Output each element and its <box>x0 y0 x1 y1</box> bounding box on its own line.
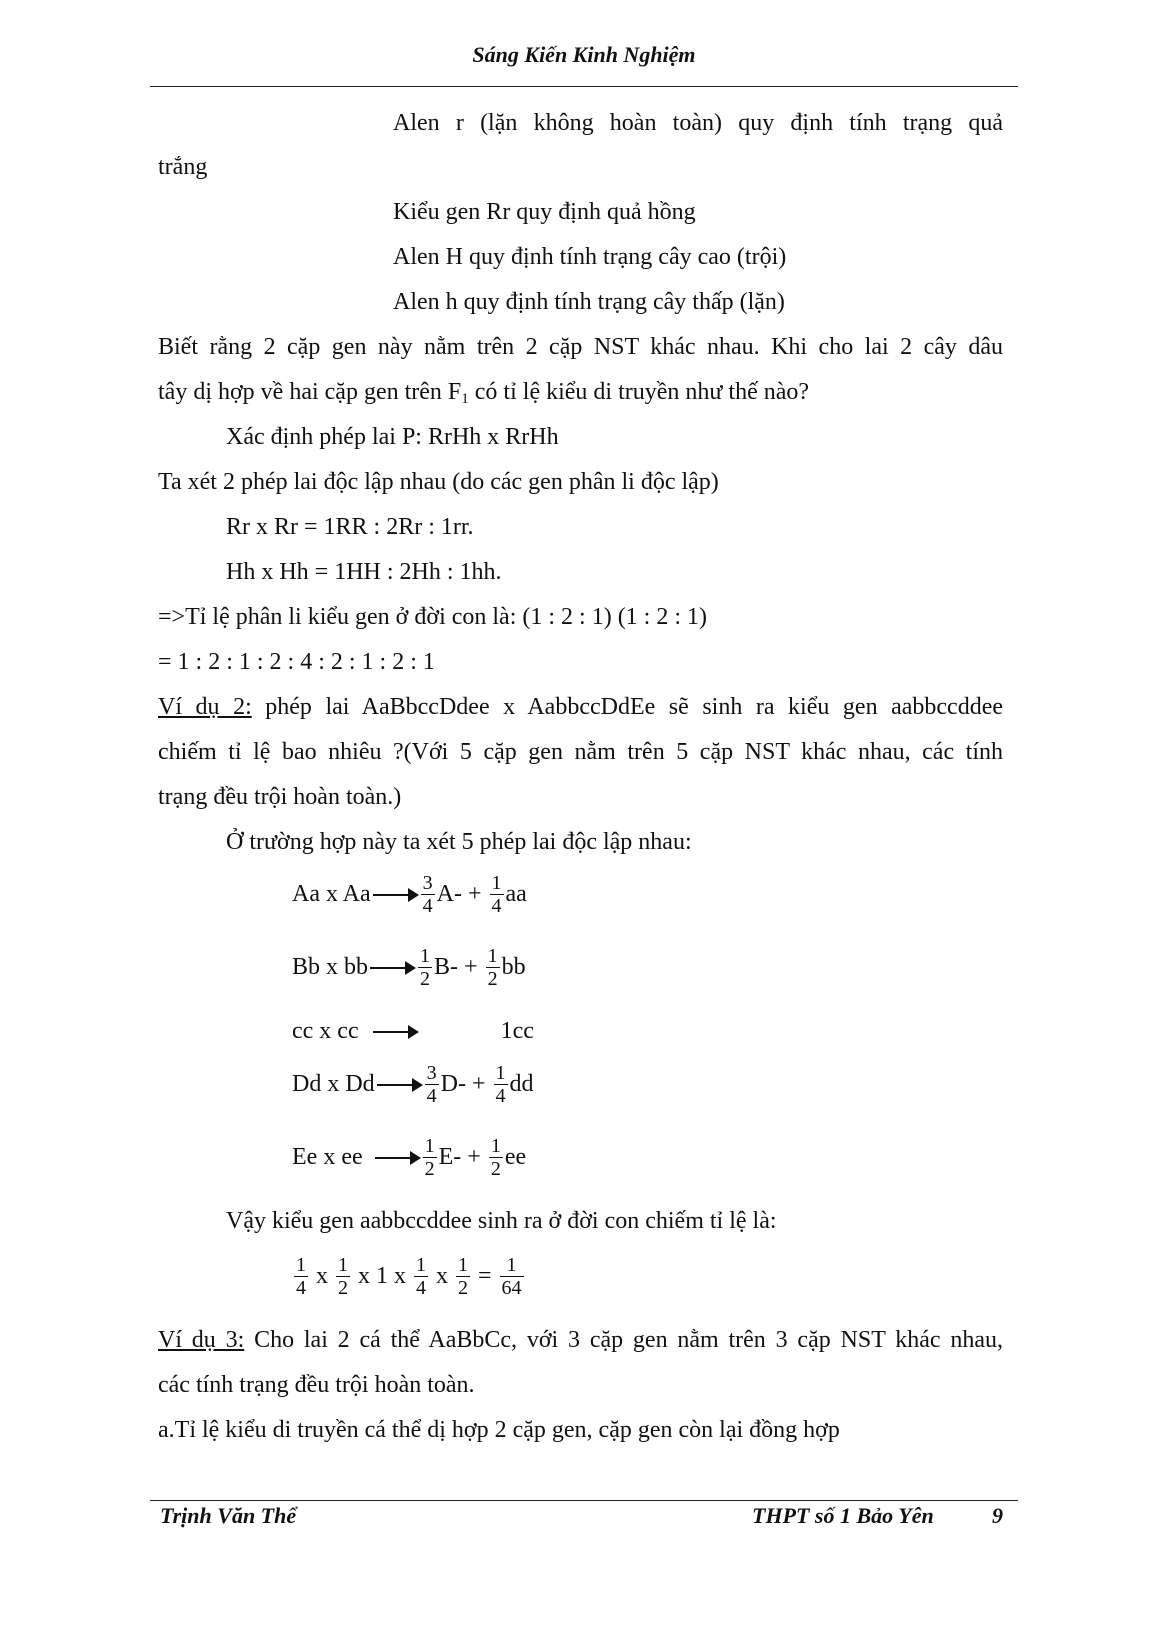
text-line: Alen H quy định tính trạng cây cao (trội) <box>393 244 787 270</box>
cross-row <box>292 1135 526 1180</box>
cross-term: 1cc <box>500 1018 534 1044</box>
denominator: 4 <box>495 1085 506 1107</box>
fraction <box>489 1135 503 1180</box>
footer-divider <box>150 1500 1018 1501</box>
numerator: 1 <box>424 1135 435 1157</box>
text-line: Rr x Rr = 1RR : 2Rr : 1rr. <box>226 514 474 540</box>
fraction <box>421 872 435 917</box>
text-line: Hh x Hh = 1HH : 2Hh : 1hh. <box>226 559 502 585</box>
cross-row <box>292 872 527 917</box>
cross-term: bb <box>501 954 526 980</box>
footer-school: THPT số 1 Bảo Yên <box>752 1503 934 1528</box>
cross-row <box>292 1062 534 1107</box>
cross-term: A- + <box>436 881 482 907</box>
numerator: 1 <box>495 1062 506 1084</box>
text-line: trắng <box>158 154 208 180</box>
operator: x <box>316 1263 328 1289</box>
text-line: Ở trường hợp này ta xét 5 phép lai độc lập nhau: <box>226 829 692 855</box>
cross-term: aa <box>505 881 527 907</box>
denominator: 4 <box>426 1085 437 1107</box>
product-formula <box>292 1254 526 1299</box>
text-line: =>Tỉ lệ phân li kiểu gen ở đời con là: (1 : 2 : 1) (1 : 2 : 1) <box>158 604 708 630</box>
text-segment: phép lai AaBbccDdee x AabbccDdEe sẽ sinh ra kiểu gen aabbccddee <box>251 694 1004 720</box>
cross-parents: Ee x ee <box>292 1144 363 1170</box>
fraction <box>418 945 432 990</box>
cross-parents: Bb x bb <box>292 954 369 980</box>
example-label: Ví dụ 2: <box>158 694 252 720</box>
denominator: 4 <box>416 1277 426 1299</box>
numerator: 1 <box>296 1254 306 1276</box>
fraction <box>336 1254 350 1299</box>
numerator: 1 <box>500 1254 524 1277</box>
denominator: 2 <box>338 1277 348 1299</box>
denominator: 64 <box>501 1277 522 1299</box>
text-line: a.Tỉ lệ kiểu di truyền cá thể dị hợp 2 cặp gen, cặp gen còn lại đồng hợp <box>158 1417 840 1443</box>
numerator: 3 <box>426 1062 437 1084</box>
footer-author: Trịnh Văn Thể <box>160 1503 297 1528</box>
example-2-line <box>158 692 1003 722</box>
cross-parents: Aa x Aa <box>292 881 371 907</box>
fraction <box>425 1062 439 1107</box>
operator: x 1 x <box>358 1263 406 1289</box>
operator: x <box>436 1263 448 1289</box>
arrow-icon <box>373 1031 417 1033</box>
text-line: Kiểu gen Rr quy định quả hồng <box>393 199 696 225</box>
fraction <box>456 1254 470 1299</box>
arrow-icon <box>375 1157 419 1159</box>
operator: = <box>478 1263 492 1289</box>
text-line: Ta xét 2 phép lai độc lập nhau (do các gen phân li độc lập) <box>158 469 719 495</box>
text-line: Alen r (lặn không hoàn toàn) quy định tính trạng quả <box>393 110 1003 136</box>
text-line: Vậy kiểu gen aabbccddee sinh ra ở đời con chiếm tỉ lệ là: <box>226 1208 777 1234</box>
cross-term: E- + <box>438 1144 481 1170</box>
denominator: 4 <box>491 895 502 917</box>
denominator: 4 <box>296 1277 306 1299</box>
denominator: 2 <box>424 1158 435 1180</box>
fraction <box>486 945 500 990</box>
header-divider <box>150 86 1018 87</box>
numerator: 1 <box>420 945 431 967</box>
denominator: 2 <box>458 1277 468 1299</box>
text-line: Alen h quy định tính trạng cây thấp (lặn) <box>393 289 785 315</box>
text-segment: Cho lai 2 cá thể AaBbCc, với 3 cặp gen nằm trên 3 cặp NST khác nhau, <box>244 1327 1003 1353</box>
fraction <box>490 872 504 917</box>
text-line: chiếm tỉ lệ bao nhiêu ?(Với 5 cặp gen nằm trên 5 cặp NST khác nhau, các tính <box>158 739 1003 765</box>
numerator: 1 <box>416 1254 426 1276</box>
numerator: 3 <box>422 872 433 894</box>
subscript: 1 <box>461 391 469 407</box>
cross-term: B- + <box>434 954 478 980</box>
arrow-icon <box>377 1084 421 1086</box>
text-line: Biết rằng 2 cặp gen này nằm trên 2 cặp NST khác nhau. Khi cho lai 2 cây dâu <box>158 334 1003 360</box>
fraction <box>494 1062 508 1107</box>
text-line: trạng đều trội hoàn toàn.) <box>158 784 402 810</box>
denominator: 2 <box>487 968 498 990</box>
text-segment: có tỉ lệ kiểu di truyền như thế nào? <box>468 379 810 405</box>
fraction <box>294 1254 308 1299</box>
text-segment: tây dị hợp về hai cặp gen trên F <box>158 379 462 405</box>
arrow-icon <box>370 967 414 969</box>
cross-parents: Dd x Dd <box>292 1071 375 1097</box>
page-number: 9 <box>992 1503 1003 1528</box>
text-line <box>158 377 809 407</box>
text-line: các tính trạng đều trội hoàn toàn. <box>158 1372 475 1398</box>
page-header-title: Sáng Kiến Kinh Nghiệm <box>472 42 696 67</box>
denominator: 2 <box>420 968 431 990</box>
cross-term: D- + <box>440 1071 486 1097</box>
example-label: Ví dụ 3: <box>158 1327 245 1353</box>
numerator: 1 <box>487 945 498 967</box>
numerator: 1 <box>490 1135 501 1157</box>
cross-parents: cc x cc <box>292 1018 359 1044</box>
example-3-line <box>158 1325 1003 1355</box>
denominator: 2 <box>490 1158 501 1180</box>
fraction <box>423 1135 437 1180</box>
cross-term: ee <box>504 1144 527 1170</box>
fraction <box>500 1254 524 1299</box>
numerator: 1 <box>458 1254 468 1276</box>
denominator: 4 <box>422 895 433 917</box>
fraction <box>414 1254 428 1299</box>
text-line: = 1 : 2 : 1 : 2 : 4 : 2 : 1 : 2 : 1 <box>158 649 435 675</box>
cross-row <box>292 1018 534 1045</box>
numerator: 1 <box>491 872 502 894</box>
arrow-icon <box>373 894 417 896</box>
cross-term: dd <box>509 1071 534 1097</box>
numerator: 1 <box>338 1254 348 1276</box>
cross-row <box>292 945 526 990</box>
text-line: Xác định phép lai P: RrHh x RrHh <box>226 424 559 450</box>
